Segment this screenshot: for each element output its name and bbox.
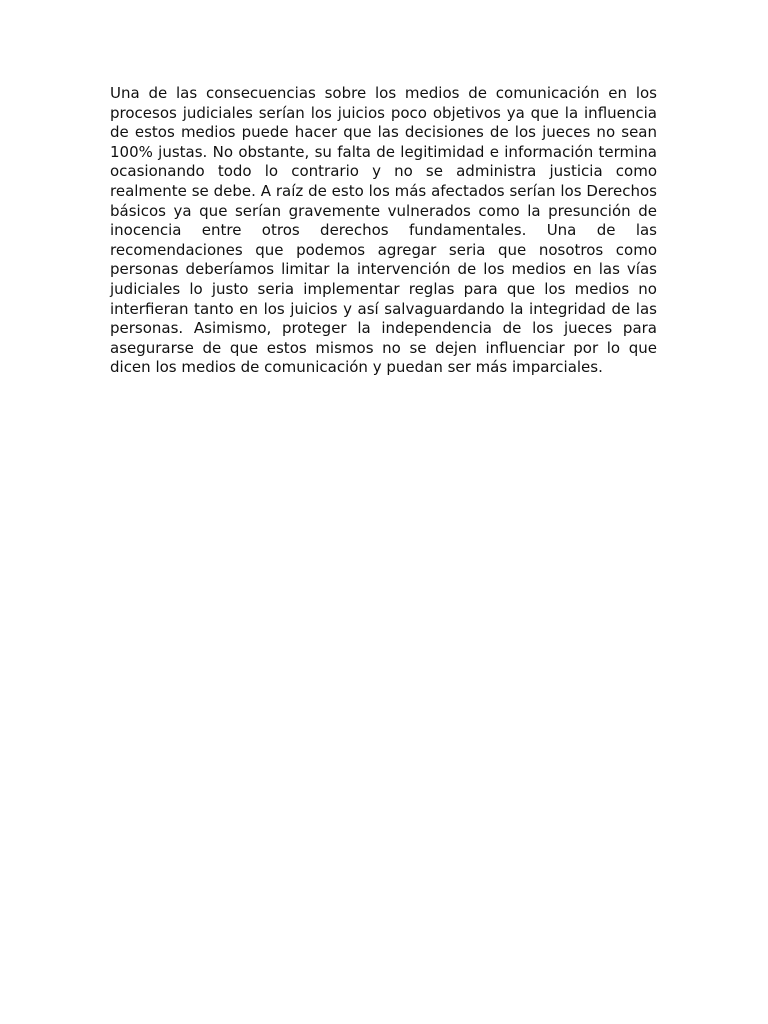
- body-paragraph: Una de las consecuencias sobre los medios de comunicación en los procesos judiciales serían los juicios poco objetivos ya que la influencia de estos medios puede hacer que las decisiones de los jueces no sean 100% justas. No obstante, su falta de legitimidad e información termina ocasionando todo lo contrario y no se administra justicia como realmente se debe. A raíz de esto los más afectados serían los Derechos básicos ya que serían gravemente vulnerados como la presunción de inocencia entre otros derechos fundamentales. Una de las recomendaciones que podemos agregar seria que nosotros como personas deberíamos limitar la intervención de los medios en las vías judiciales lo justo seria implementar reglas para que los medios no interfieran tanto en los juicios y así salvaguardando la integridad de las personas. Asimismo, proteger la independencia de los jueces para asegurarse de que estos mismos no se dejen influenciar por lo que dicen los medios de comunicación y puedan ser más imparciales.: [110, 84, 657, 377]
